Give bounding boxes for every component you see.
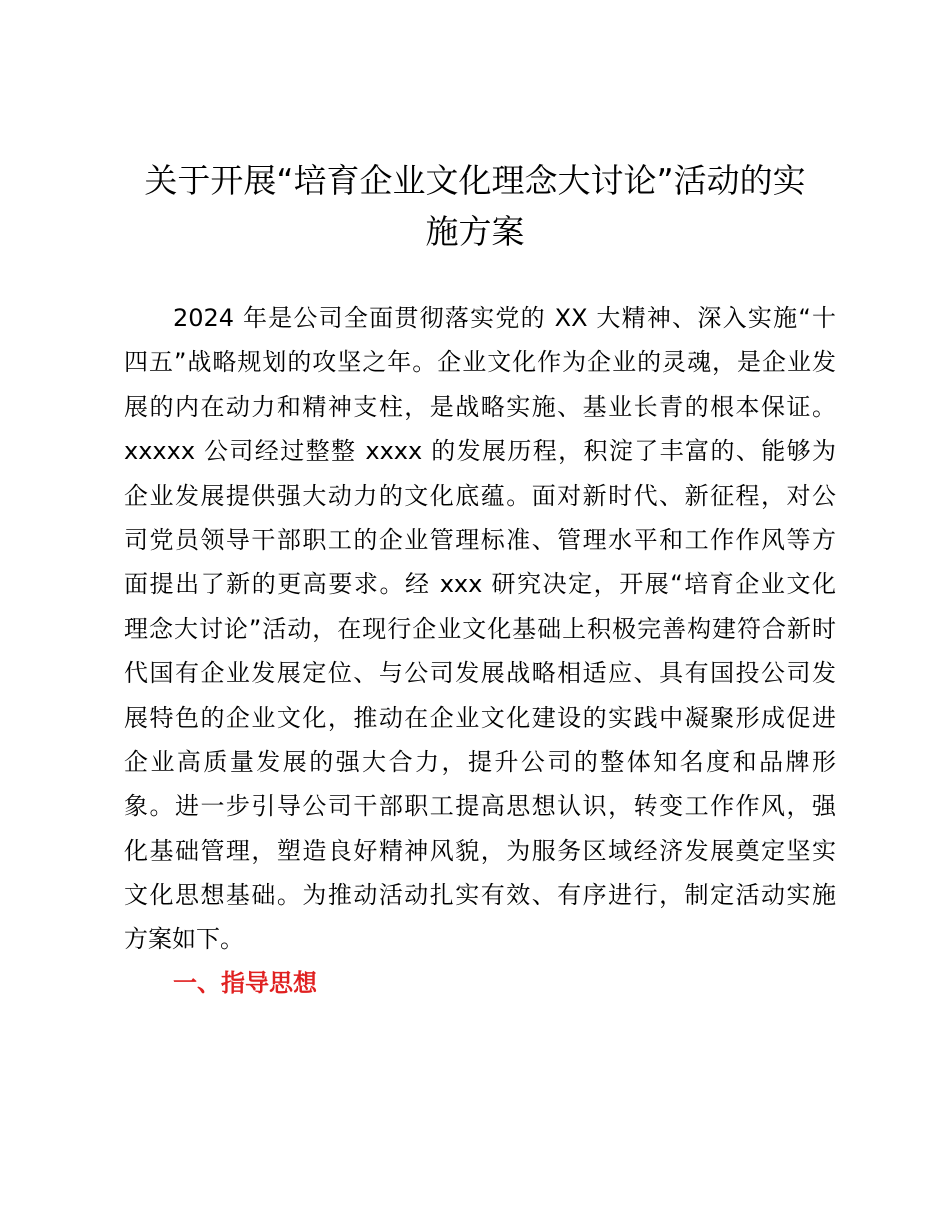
section-heading: 一、指导思想 [173, 969, 317, 997]
paragraph-line: 化基础管理，塑造良好精神风貌，为服务区域经济发展奠定坚实 [124, 836, 836, 865]
paragraph-line: 企业高质量发展的强大合力，提升公司的整体知名度和品牌形 [124, 747, 836, 776]
paragraph-line: 文化思想基础。为推动活动扎实有效、有序进行，制定活动实施 [124, 881, 836, 910]
intro-paragraph [124, 296, 836, 962]
paragraph-line: 展特色的企业文化，推动在企业文化建设的实践中凝聚形成促进 [124, 703, 836, 732]
paragraph-line: xxxxx 公司经过整整 xxxx 的发展历程，积淀了丰富的、能够为 [124, 437, 836, 466]
paragraph-line: 理念大讨论”活动，在现行企业文化基础上积极完善构建符合新时 [124, 614, 836, 643]
paragraph-line: 方案如下。 [124, 925, 244, 954]
paragraph-line: 象。进一步引导公司干部职工提高思想认识，转变工作作风，强 [124, 792, 836, 821]
paragraph-line: 代国有企业发展定位、与公司发展战略相适应、具有国投公司发 [124, 659, 836, 688]
paragraph-line: 展的内在动力和精神支柱，是战略实施、基业长青的根本保证。 [124, 392, 836, 421]
paragraph-line: 司党员领导干部职工的企业管理标准、管理水平和工作作风等方 [124, 525, 836, 554]
paragraph-line: 企业发展提供强大动力的文化底蕴。面对新时代、新征程，对公 [124, 481, 836, 510]
paragraph-line: 面提出了新的更高要求。经 xxx 研究决定，开展“培育企业文化 [124, 570, 836, 599]
title-line-1: 关于开展“培育企业文化理念大讨论”活动的实 [144, 161, 806, 200]
paragraph-line: 四五”战略规划的攻坚之年。企业文化作为企业的灵魂，是企业发 [124, 348, 836, 377]
paragraph-line: 2024 年是公司全面贯彻落实党的 XX 大精神、深入实施“十 [173, 304, 836, 332]
document-title [110, 155, 840, 257]
title-line-2: 施方案 [425, 212, 525, 251]
